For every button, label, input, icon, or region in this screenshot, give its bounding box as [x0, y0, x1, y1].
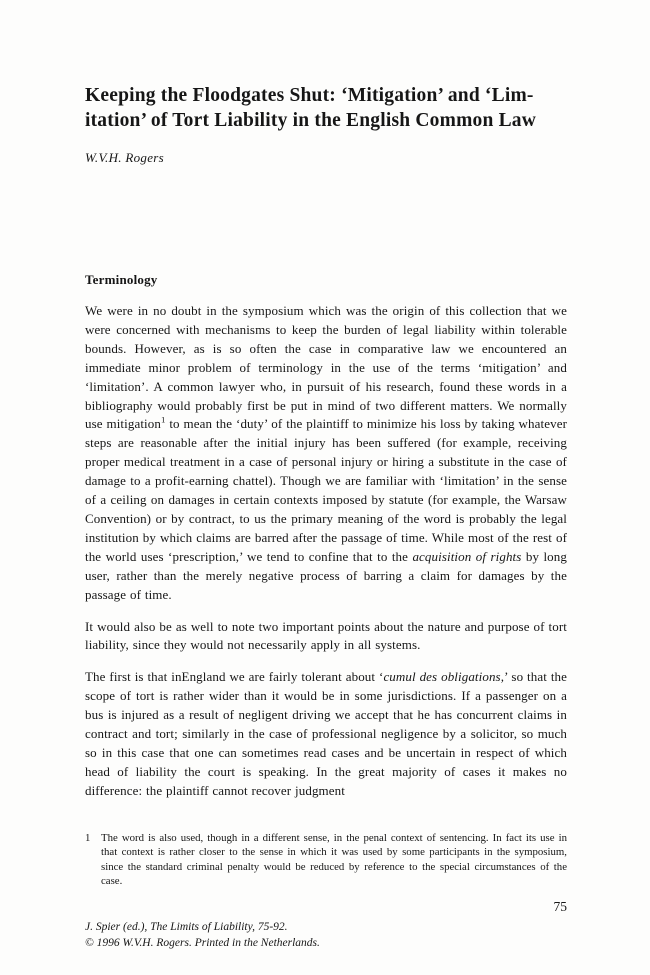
- footnote-text: The word is also used, though in a different sense, in the penal context of sentencing. In fact its use in that context is rather closer to the sense in which it was used by some participants in the symposium, since the standard criminal penalty would be reduced by reference to the special circumstances of the case.: [101, 831, 567, 888]
- article-title-line2: itation’ of Tort Liability in the English Common Law: [85, 109, 537, 131]
- article-title: [85, 84, 567, 133]
- footer-copyright: © 1996 W.V.H. Rogers. Printed in the Netherlands.: [85, 936, 320, 949]
- page-content: [85, 84, 567, 889]
- paragraph-terminology-2: It would also be as well to note two important points about the nature and purpose of tort liability, since they would not necessarily apply in all systems.: [85, 618, 567, 653]
- footer-citation: J. Spier (ed.), The Limits of Liability, 75-92.: [85, 921, 288, 933]
- page-footer: [85, 920, 320, 951]
- section-heading: Terminology: [85, 272, 158, 287]
- author: W.V.H. Rogers: [85, 150, 165, 165]
- article-title-line1: Keeping the Floodgates Shut: ‘Mitigation’ and ‘Lim-: [85, 85, 534, 106]
- page-number: 75: [553, 899, 567, 914]
- footnote: [85, 831, 567, 889]
- paragraph-terminology-3: The first is that inEngland we are fairly tolerant about ‘cumul des obligations,’ so that the scope of tort is rather wider than it would be in some jurisdictions. If a passenger on a bus is injured as a result of negligent driving we accept that he has concurrent claims in contract and tort; similarly in the case of professional negligence by a solicitor, so much so in this case that one can sometimes read cases and be uncertain in respect of which head of liability the court is speaking. In the great majority of cases it makes no difference: the plaintiff cannot recover judgment: [85, 669, 567, 798]
- footnote-number: 1: [85, 831, 91, 844]
- paragraph-terminology-1: We were in no doubt in the symposium which was the origin of this collection that we were concerned with mechanisms to keep the burden of legal liability within tolerable bounds. However, as is so often the case in comparative law we encountered an immediate minor problem of terminology in the use of the terms ‘mitigation’ and ‘limitation’. A common lawyer who, in pursuit of his research, found these words in a bibliography would probably first be put in mind of two different matters. We normally use mitigation$^1$ to mean the ‘duty’ of the plaintiff to minimize his loss by taking whatever steps are reasonable after the initial injury has been suffered (for example, receiving proper medical treatment in a case of personal injury or hiring a substitute in the case of damage to a profit-earning chattel). Though we are familiar with ‘limitation’ in the sense of a ceiling on damages in certain contexts imposed by statute (for example, the Warsaw Convention) or by contract, to us the primary meaning of the word is probably the legal institution by which claims are barred after the passage of time. While most of the rest of the world uses ‘prescription,’ we tend to confine that to the acquisition of rights by long user, rather than the merely negative process of barring a claim for damages by the passage of time.: [85, 303, 567, 602]
